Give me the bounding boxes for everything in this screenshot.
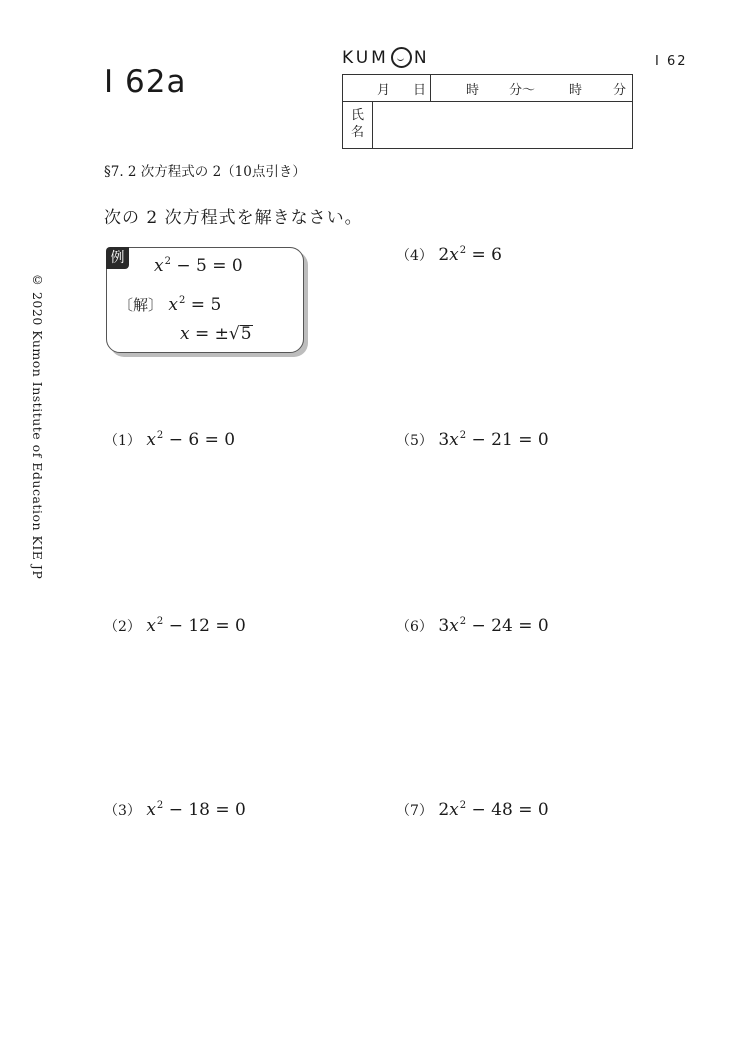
problem-number: （3） (104, 803, 141, 819)
step2-rest: = ± (189, 324, 229, 344)
problem-6 (396, 616, 549, 636)
date-name-box (342, 74, 633, 149)
example-step1 (118, 294, 221, 315)
problem-rest: − 48 = 0 (466, 800, 549, 820)
logo-text-left: KUM (342, 47, 389, 68)
problem-4 (396, 245, 502, 265)
name-label (343, 101, 373, 149)
problem-rest: − 24 = 0 (466, 616, 549, 636)
minute-label-start: 分〜 (509, 83, 536, 98)
problem-var: x (449, 616, 459, 636)
step1-var: x (168, 295, 179, 315)
page-code: I 62 (655, 54, 688, 69)
problem-7 (396, 800, 549, 820)
hour-label-end: 時 (569, 83, 583, 98)
problem-rest: = 6 (466, 245, 502, 265)
problem-var: x (146, 430, 156, 450)
problem-rest: − 6 = 0 (163, 430, 236, 450)
problem-3 (104, 800, 246, 820)
problem-var: x (146, 616, 156, 636)
problem-rest: − 18 = 0 (163, 800, 246, 820)
problem-number: （1） (104, 433, 141, 449)
problem-5 (396, 430, 549, 450)
problem-rest: − 12 = 0 (163, 616, 246, 636)
example-equation (154, 256, 243, 276)
problem-var: x (146, 800, 156, 820)
problem-exp: 2 (156, 800, 164, 811)
example-step2 (180, 324, 253, 344)
step1-exp: 2 (179, 295, 186, 306)
kumon-logo (342, 47, 430, 68)
example-var: x (154, 256, 164, 276)
section-title: §7. 2 次方程式の 2（10点引き） (104, 164, 306, 180)
problem-var: x (449, 430, 459, 450)
month-label: 月 (377, 83, 391, 98)
problem-2 (104, 616, 246, 636)
problem-coef: 2 (438, 245, 450, 265)
problem-exp: 2 (156, 616, 164, 627)
problem-number: （2） (104, 619, 141, 635)
problem-exp: 2 (156, 430, 164, 441)
step1-rest: = 5 (185, 295, 222, 315)
example-exp: 2 (164, 256, 171, 267)
problem-1 (104, 430, 235, 450)
step2-var: x (180, 324, 190, 344)
problem-var: x (449, 800, 459, 820)
problem-var: x (449, 245, 459, 265)
logo-face-icon (391, 47, 412, 68)
problem-coef: 3 (438, 430, 450, 450)
problem-number: （5） (396, 433, 433, 449)
name-label-text: 氏名 (350, 108, 364, 140)
example-rest: − 5 = 0 (170, 256, 243, 276)
logo-text-right: N (413, 47, 430, 68)
instruction: 次の 2 次方程式を解きなさい。 (104, 208, 363, 228)
problem-exp: 2 (459, 430, 467, 441)
sheet-title: I 62a (104, 64, 187, 100)
example-badge: 例 (106, 247, 129, 269)
hour-label-start: 時 (466, 83, 480, 98)
minute-label-end: 分 (613, 83, 627, 98)
problem-exp: 2 (459, 245, 467, 256)
problem-exp: 2 (459, 800, 467, 811)
time-row (343, 75, 632, 102)
solution-label: 〔解〕 (118, 296, 164, 314)
time-row-divider (430, 75, 431, 101)
day-label: 日 (413, 83, 427, 98)
copyright-notice: © 2020 Kumon Institute of Education KIE JP (30, 272, 45, 580)
problem-number: （6） (396, 619, 433, 635)
problem-exp: 2 (459, 616, 467, 627)
problem-number: （4） (396, 248, 433, 264)
problem-coef: 2 (438, 800, 450, 820)
problem-coef: 3 (438, 616, 450, 636)
sqrt-icon: √ (228, 324, 240, 344)
problem-number: （7） (396, 803, 433, 819)
step2-radicand: 5 (240, 324, 252, 344)
problem-rest: − 21 = 0 (466, 430, 549, 450)
